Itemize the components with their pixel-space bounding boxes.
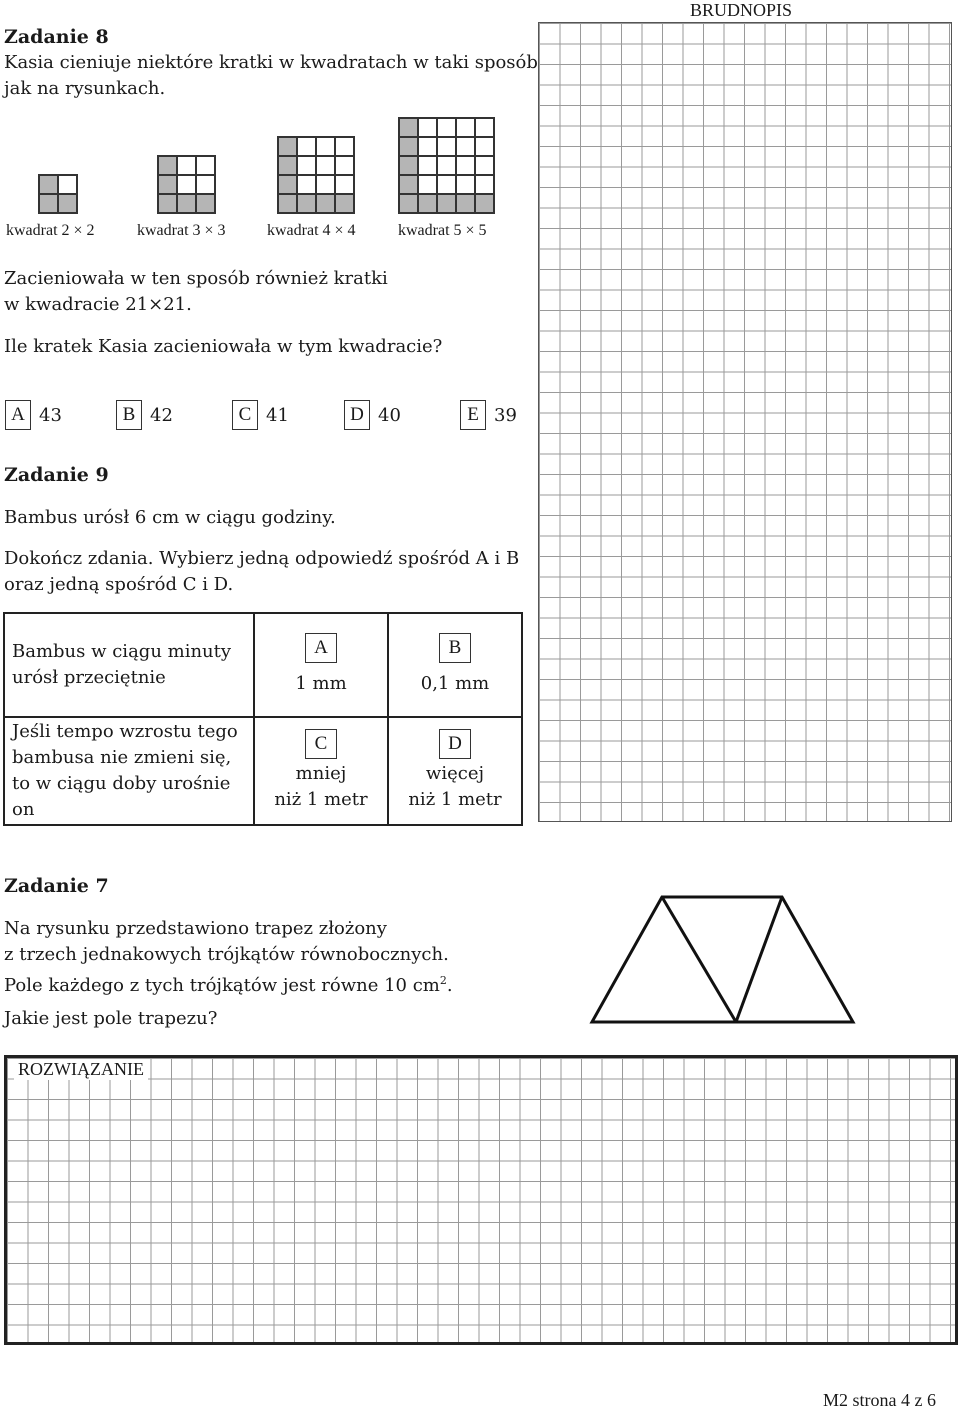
- square-3x3: [157, 155, 216, 214]
- page-number: M2 strona 4 z 6: [823, 1390, 936, 1410]
- square-label-3: kwadrat 3 × 3: [137, 222, 226, 239]
- task8-title: Zadanie 8: [4, 26, 109, 48]
- option-e[interactable]: [460, 400, 517, 430]
- task7-line3-sup: 2: [439, 974, 447, 987]
- row1-option-a[interactable]: [254, 613, 388, 717]
- option-b-value: 42: [150, 404, 173, 426]
- trapezoid-figure: [588, 890, 858, 1030]
- square-2x2: [38, 174, 78, 214]
- task9-text2-line2: oraz jedną spośród C i D.: [4, 574, 234, 595]
- draft-grid[interactable]: [538, 22, 952, 822]
- task7-title: Zadanie 7: [4, 875, 109, 897]
- row2-option-c-line1: mniej: [295, 763, 347, 784]
- option-a-letter: A: [5, 400, 31, 430]
- task9-table: [3, 612, 523, 826]
- row2-option-d-line1: więcej: [425, 763, 485, 784]
- row1-stem: [4, 613, 254, 717]
- task8-question: Ile kratek Kasia zacieniowała w tym kwadracie?: [4, 336, 443, 357]
- option-e-letter: E: [460, 400, 486, 430]
- row2-option-d[interactable]: [388, 717, 522, 825]
- task9-text2-line1: Dokończ zdania. Wybierz jedną odpowiedź spośród A i B: [4, 548, 520, 569]
- row2-option-c[interactable]: [254, 717, 388, 825]
- trapezoid-inner-line-2: [736, 897, 782, 1022]
- solution-grid[interactable]: [4, 1055, 958, 1345]
- row2-option-c-letter: C: [305, 729, 337, 759]
- row1-option-a-text: 1 mm: [295, 673, 347, 694]
- option-e-value: 39: [494, 404, 517, 426]
- square-label-4: kwadrat 4 × 4: [267, 222, 356, 239]
- square-label-5: kwadrat 5 × 5: [398, 222, 487, 239]
- option-b[interactable]: [116, 400, 173, 430]
- option-a[interactable]: [5, 400, 62, 430]
- task7-line2: z trzech jednakowych trójkątów równobocznych.: [4, 944, 449, 965]
- task7-line3-text: Pole każdego z tych trójkątów jest równe 10 cm: [4, 975, 440, 996]
- row1-stem-line2: urósł przeciętnie: [12, 667, 166, 688]
- option-c-letter: C: [232, 400, 258, 430]
- square-5x5: [398, 117, 495, 214]
- trapezoid-inner-line-1: [662, 897, 736, 1022]
- row1-option-a-letter: A: [305, 633, 337, 663]
- square-label-2: kwadrat 2 × 2: [6, 222, 95, 239]
- task9-text1: Bambus urósł 6 cm w ciągu godziny.: [4, 507, 336, 528]
- option-d[interactable]: [344, 400, 401, 430]
- task9-title: Zadanie 9: [4, 464, 109, 486]
- row2-option-d-letter: D: [439, 729, 471, 759]
- row2-option-d-line2: niż 1 metr: [408, 789, 502, 810]
- row1-option-b-text: 0,1 mm: [420, 673, 490, 694]
- row2-stem-line1: Jeśli tempo wzrostu tego: [12, 721, 238, 742]
- task8-intro-line1: Kasia cieniuje niektóre kratki w kwadratach w taki sposób: [4, 52, 538, 73]
- option-d-value: 40: [378, 404, 401, 426]
- trapezoid-outline: [592, 897, 853, 1022]
- row2-stem-line3: to w ciągu doby urośnie on: [12, 773, 231, 820]
- task8-intro-line2: jak na rysunkach.: [4, 78, 166, 99]
- solution-label: ROZWIĄZANIE: [14, 1059, 148, 1080]
- task8-text2-line2: w kwadracie 21×21.: [4, 294, 192, 315]
- row1-stem-line1: Bambus w ciągu minuty: [12, 641, 232, 662]
- task7-question: Jakie jest pole trapezu?: [4, 1008, 218, 1029]
- draft-label: BRUDNOPIS: [686, 0, 796, 21]
- option-b-letter: B: [116, 400, 142, 430]
- option-d-letter: D: [344, 400, 370, 430]
- row2-option-c-line2: niż 1 metr: [274, 789, 368, 810]
- task8-text2-line1: Zacieniowała w ten sposób również kratki: [4, 268, 388, 289]
- task7-line3: [4, 968, 453, 999]
- square-4x4: [277, 136, 355, 214]
- row1-option-b[interactable]: [388, 613, 522, 717]
- row1-option-b-letter: B: [439, 633, 471, 663]
- task7-line1: Na rysunku przedstawiono trapez złożony: [4, 918, 387, 939]
- option-c[interactable]: [232, 400, 289, 430]
- row2-stem-line2: bambusa nie zmieni się,: [12, 747, 232, 768]
- option-c-value: 41: [266, 404, 289, 426]
- task7-line3-end: .: [446, 975, 453, 996]
- option-a-value: 43: [39, 404, 62, 426]
- row2-stem: [4, 717, 254, 825]
